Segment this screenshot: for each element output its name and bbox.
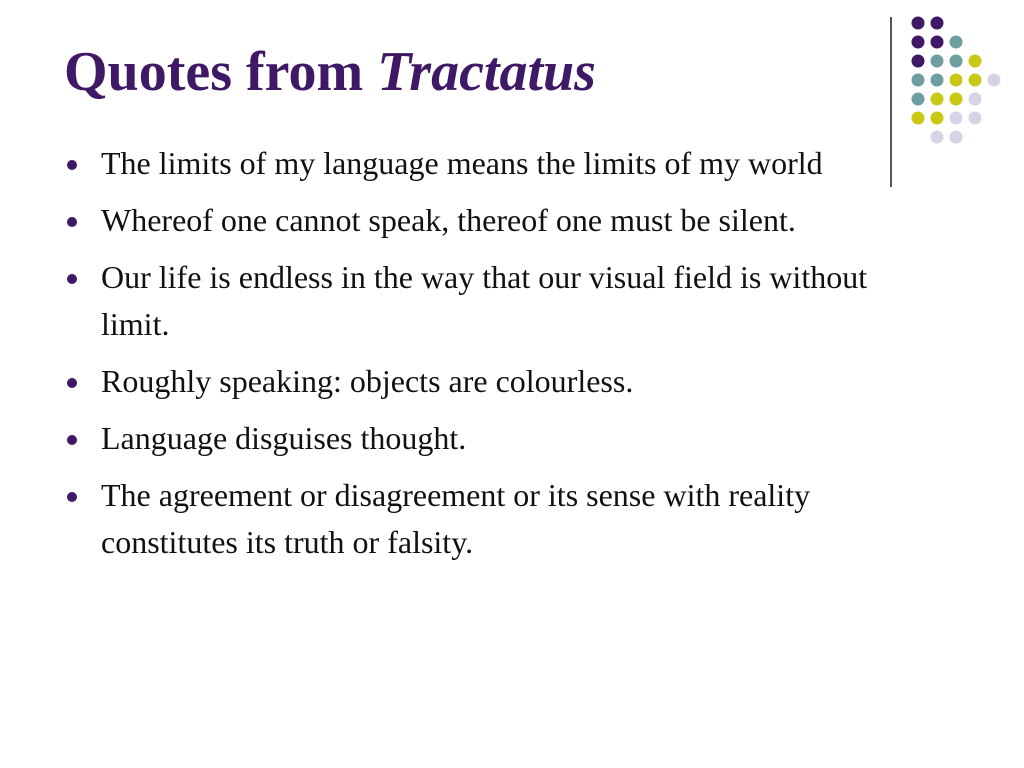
list-item bbox=[62, 197, 942, 244]
decorative-dot bbox=[912, 74, 925, 87]
quote-text: Language disguises thought. bbox=[101, 420, 467, 456]
bullet-dot-icon bbox=[67, 378, 77, 388]
decorative-dot bbox=[912, 55, 925, 68]
decorative-dot bbox=[931, 112, 944, 125]
decorative-dot bbox=[912, 17, 925, 30]
bullet-dot-icon bbox=[67, 492, 77, 502]
decorative-dot bbox=[969, 55, 982, 68]
decorative-dot bbox=[950, 55, 963, 68]
bullet-dot-icon bbox=[67, 160, 77, 170]
decorative-dot bbox=[950, 36, 963, 49]
decorative-dot bbox=[912, 112, 925, 125]
bullet-dot-icon bbox=[67, 435, 77, 445]
decorative-dot bbox=[931, 74, 944, 87]
slide-title-plain: Quotes from bbox=[64, 41, 378, 103]
list-item bbox=[62, 415, 942, 462]
quote-text: The agreement or disagreement or its sense with reality constitutes its truth or falsity. bbox=[101, 477, 811, 560]
decorative-dot bbox=[912, 36, 925, 49]
quote-text: Roughly speaking: objects are colourless. bbox=[101, 363, 634, 399]
decorative-dot bbox=[969, 93, 982, 106]
list-item bbox=[62, 472, 942, 566]
bullet-dot-icon bbox=[67, 274, 77, 284]
decorative-dot bbox=[931, 55, 944, 68]
quote-list bbox=[62, 140, 942, 576]
list-item bbox=[62, 358, 942, 405]
decorative-dot bbox=[969, 112, 982, 125]
bullet-dot-icon bbox=[67, 217, 77, 227]
decorative-dot bbox=[931, 93, 944, 106]
decorative-dot bbox=[912, 93, 925, 106]
list-item bbox=[62, 254, 942, 348]
quote-text: Our life is endless in the way that our visual field is without limit. bbox=[101, 259, 868, 342]
decorative-dot bbox=[950, 74, 963, 87]
slide-title bbox=[64, 42, 596, 104]
decorative-dot bbox=[931, 17, 944, 30]
decorative-dot bbox=[950, 93, 963, 106]
slide-title-italic: Tractatus bbox=[377, 41, 596, 103]
decorative-dot bbox=[950, 131, 963, 144]
quote-text: Whereof one cannot speak, thereof one must be silent. bbox=[101, 202, 796, 238]
decorative-dot bbox=[931, 36, 944, 49]
list-item bbox=[62, 140, 942, 187]
decorative-dot bbox=[969, 74, 982, 87]
decorative-dot bbox=[950, 112, 963, 125]
decorative-dot bbox=[988, 74, 1001, 87]
quote-text: The limits of my language means the limits of my world bbox=[101, 145, 823, 181]
